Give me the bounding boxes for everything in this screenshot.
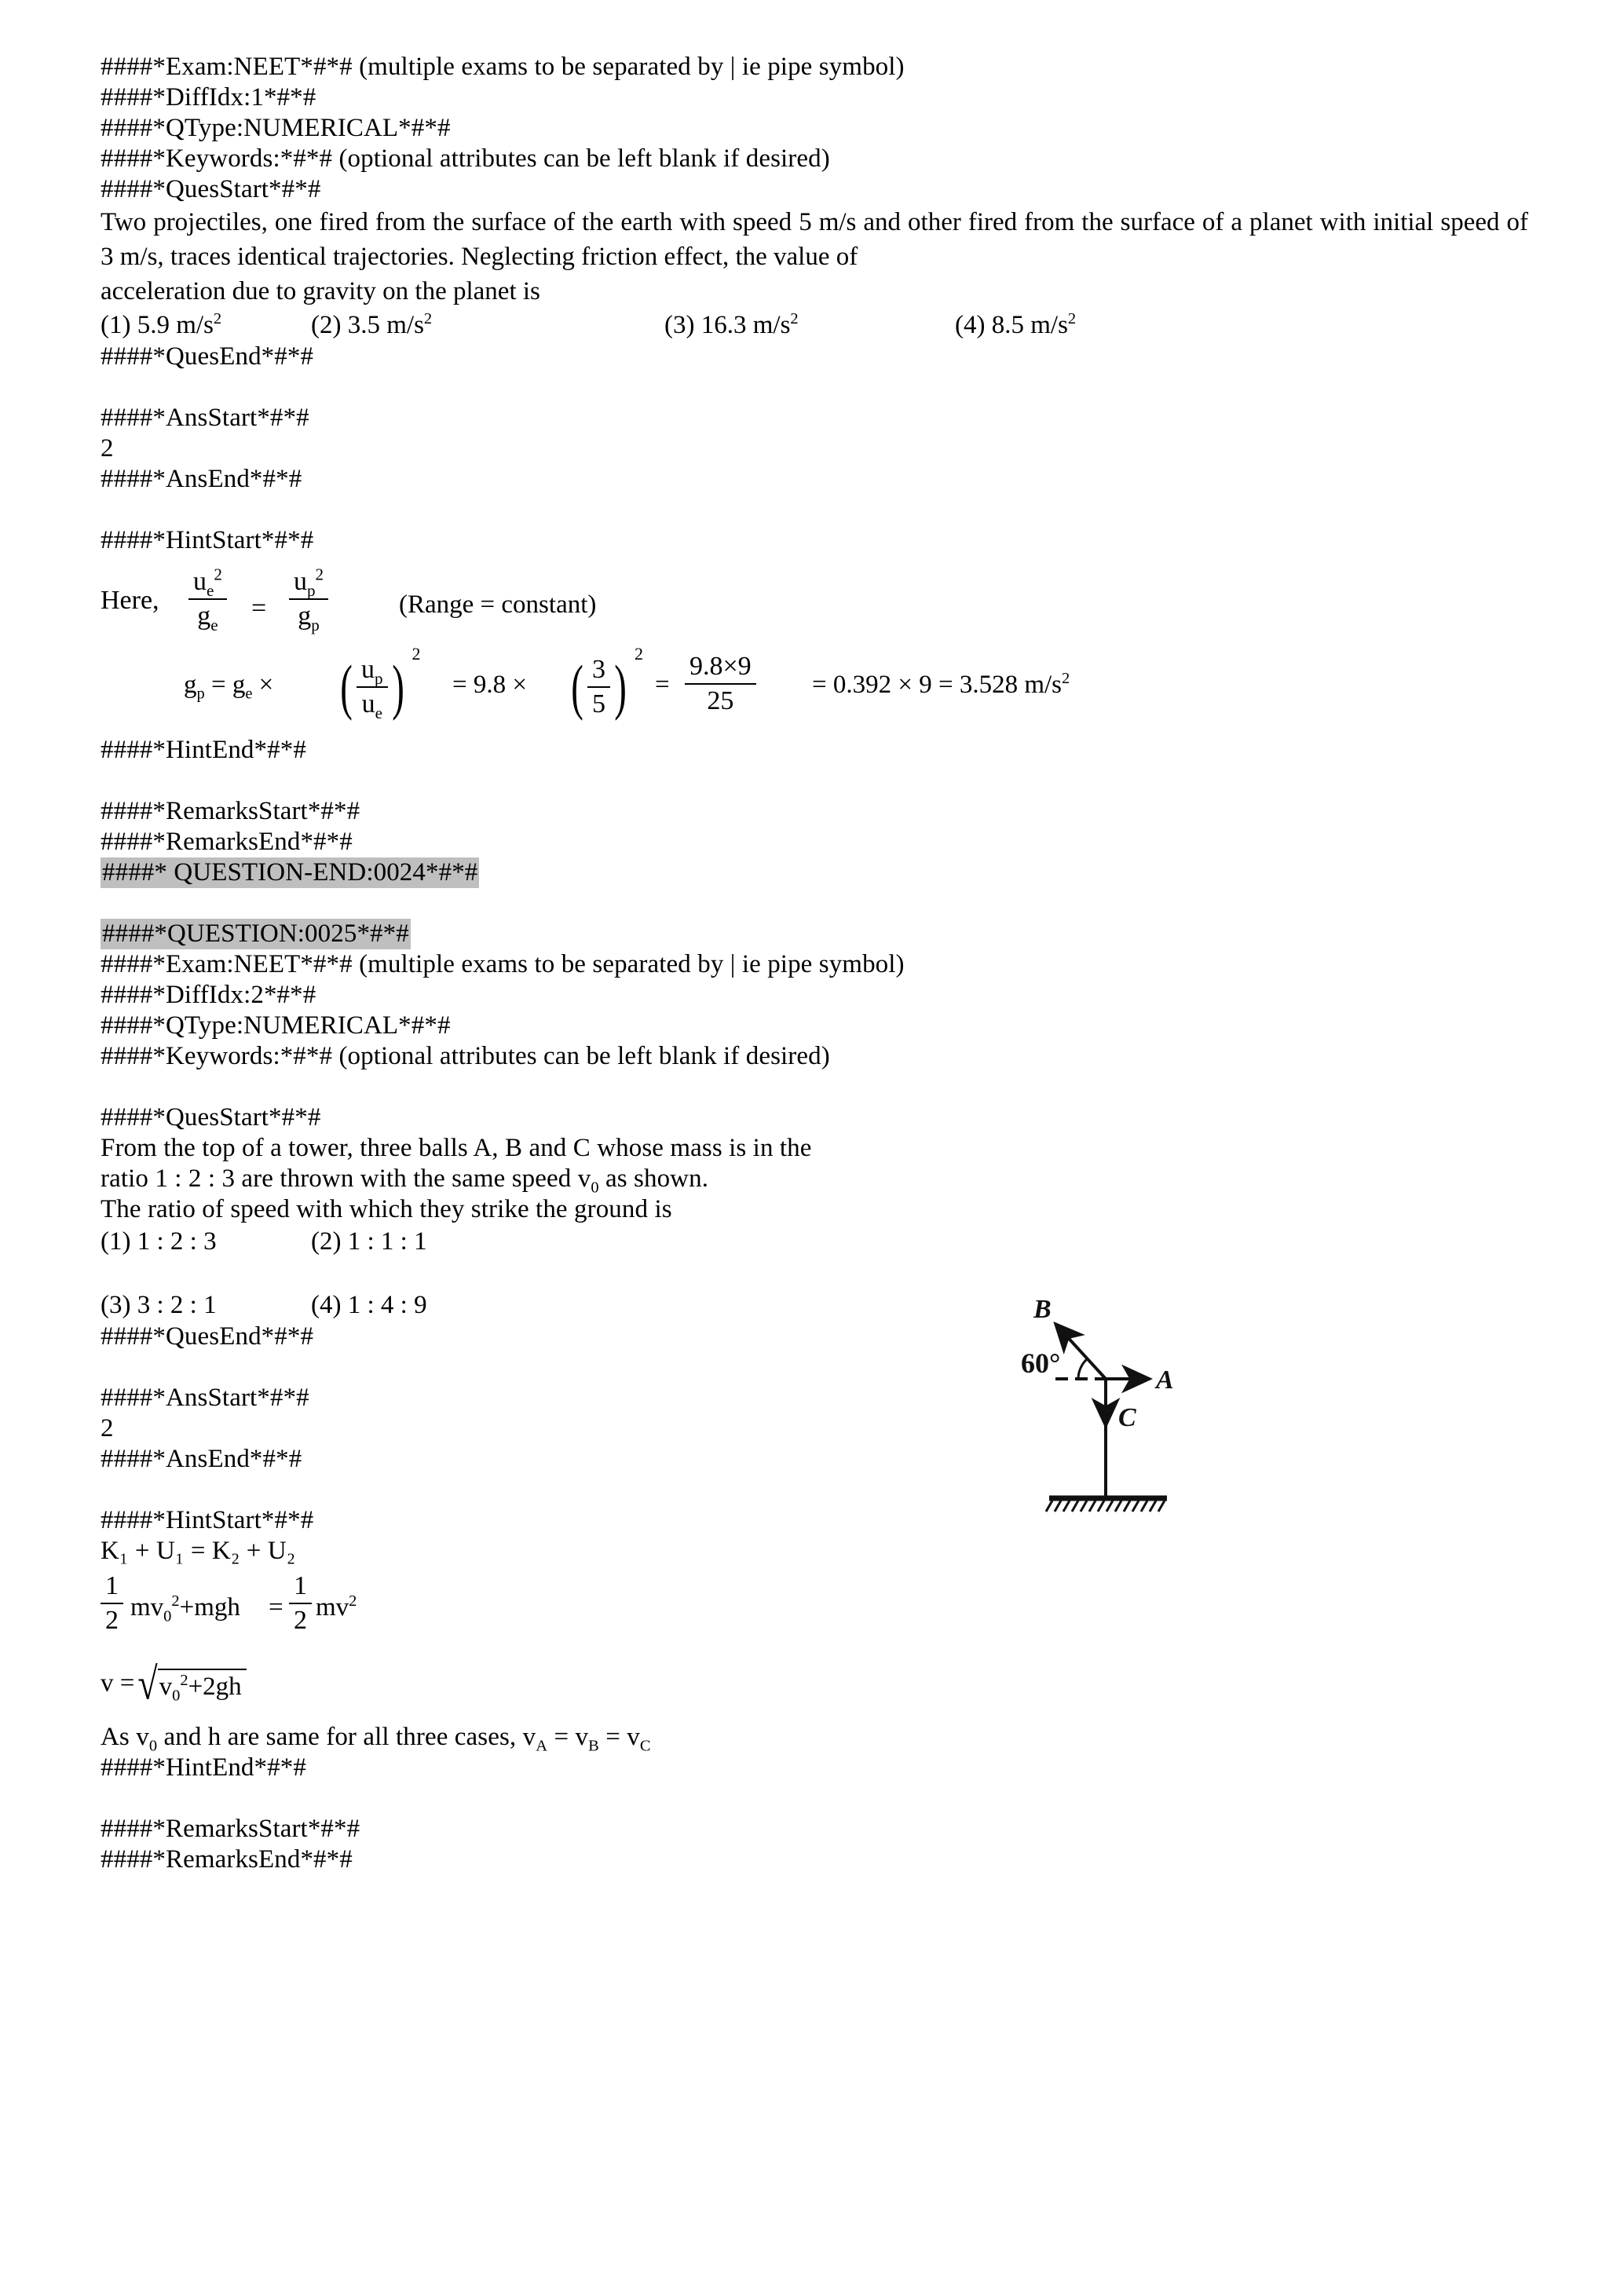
spacer (101, 1783, 1528, 1814)
half-fraction-2 (289, 1571, 312, 1636)
q0025-hintend-line: ####*HintEnd*#*# (101, 1753, 306, 1782)
fraction-numerator: $u_p$ (360, 655, 383, 688)
exponent: 2 (411, 644, 421, 664)
diagram-svg (988, 1263, 1247, 1522)
q0025-hint-energy-equation (101, 1567, 1528, 1659)
q0024-option-3[interactable]: (3) 16.3 $m/s^2$ (664, 310, 799, 339)
label-ball-c: C (1118, 1403, 1136, 1432)
label-ball-b: B (1033, 1295, 1052, 1324)
q0024-option-1[interactable]: (1) 5.9 $m/s^2$ (101, 310, 222, 339)
q0024-quesend-line: ####*QuesEnd*#*# (101, 342, 314, 371)
spacer (101, 766, 1528, 796)
q0025-hint-velocity-equation (101, 1659, 1528, 1722)
q0025-question-start-line (101, 919, 1528, 949)
ratio-up-over-ue-group (336, 644, 421, 722)
q0025-stem-line-3: The ratio of speed with which they strike the ground is (101, 1195, 672, 1223)
left-paren: ( (571, 652, 583, 721)
q0024-remarksstart-line: ####*RemarksStart*#*# (101, 797, 360, 825)
q0024-keywords-line: ####*Keywords:*#*# (optional attributes can be left blank if desired) (101, 144, 830, 173)
fraction-denominator: $u_e$ (361, 689, 382, 722)
fraction-3-over-5 (587, 655, 610, 719)
q0025-ansend-line: ####*AnsEnd*#*# (101, 1445, 302, 1473)
q0025-quesend-line: ####*QuesEnd*#*# (101, 1322, 314, 1351)
fraction-numerator: 1 (294, 1571, 307, 1600)
q0025-stem-line-2: ratio 1 : 2 : 3 are thrown with the same speed $v_0$ as shown. (101, 1164, 709, 1197)
spacer (101, 1072, 1528, 1102)
tower-three-balls-diagram (988, 1263, 1247, 1522)
fraction-numerator: 1 (105, 1571, 119, 1600)
q0025-option-2[interactable]: (2) 1 : 1 : 1 (311, 1227, 427, 1256)
right-paren: ) (614, 652, 627, 721)
q0024-question-stem-last-line: acceleration due to gravity on the planet is (101, 277, 540, 305)
spacer (101, 888, 1528, 919)
q0025-hintstart-line: ####*HintStart*#*# (101, 1506, 314, 1534)
fraction-denominator: 5 (591, 689, 605, 718)
fraction-up-over-ue (357, 655, 388, 722)
gp-eq2: = 9.8 × (452, 671, 527, 699)
left-paren: ( (340, 652, 353, 721)
q0025-energy-conservation-line: K₁ + U₁ = K₂ + U₂ (101, 1537, 296, 1565)
fraction-numerator: $u_p^2$ (294, 565, 324, 600)
q0024-ansend-line: ####*AnsEnd*#*# (101, 465, 302, 493)
q0024-remarksend-line: ####*RemarksEnd*#*# (101, 828, 353, 856)
spacer (101, 1475, 1528, 1505)
q0025-option-4[interactable]: (4) 1 : 4 : 9 (311, 1291, 427, 1319)
q0024-option-4[interactable]: (4) 8.5 $m/s^2$ (955, 310, 1077, 339)
fraction-denominator: 2 (105, 1606, 119, 1635)
radicand: $v_0^2+2gh$ (158, 1669, 247, 1702)
mv0-squared-term: $mv_0^2+mgh$ (130, 1592, 240, 1625)
q0025-ansstart-line: ####*AnsStart*#*# (101, 1384, 309, 1412)
q0024-diffidx-line: ####*DiffIdx:1*#*# (101, 83, 316, 112)
q0024-exam-line: ####*Exam:NEET*#*# (multiple exams to be separated by | ie pipe symbol) (101, 53, 905, 81)
here-label: Here, (101, 586, 159, 615)
spacer (101, 1352, 1528, 1383)
q0025-stem-line-1: From the top of a tower, three balls A, B and C whose mass is in the (101, 1134, 812, 1162)
q0025-options-row-1 (101, 1225, 1528, 1258)
square-root (134, 1658, 246, 1709)
fraction-ue2-over-ge (188, 565, 227, 634)
fraction-98x9-over-25 (685, 652, 756, 716)
q0024-answer-value: 2 (101, 434, 114, 462)
q0025-remarksend-line: ####*RemarksEnd*#*# (101, 1845, 353, 1874)
q0024-hint-formula-gp (101, 644, 1528, 735)
q0024-option-2[interactable]: (2) 3.5 $m/s^2$ (311, 310, 433, 339)
label-ball-a: A (1156, 1366, 1174, 1395)
q0024-quesstart-line: ####*QuesStart*#*# (101, 175, 321, 203)
q0025-quesstart-line: ####*QuesStart*#*# (101, 1103, 321, 1132)
fraction-denominator: 2 (294, 1606, 307, 1635)
half-fraction-1 (101, 1571, 123, 1636)
q0025-keywords-line: ####*Keywords:*#*# (optional attributes can be left blank if desired) (101, 1042, 830, 1070)
gp-lhs: $g_p = g_e$ × (184, 671, 274, 703)
q0024-hintstart-line: ####*HintStart*#*# (101, 526, 314, 554)
fraction-up2-over-gp (289, 565, 328, 634)
q0024-hintend-line: ####*HintEnd*#*# (101, 736, 306, 764)
equals-sign: = (269, 1593, 283, 1621)
q0025-diffidx-line: ####*DiffIdx:2*#*# (101, 981, 316, 1009)
velocity-formula: $v =√v_0^2+2gh$ (101, 1667, 247, 1703)
q0024-hint-formula-ratio (101, 556, 1528, 644)
q0024-question-stem: Two projectiles, one fired from the surface of the earth with speed 5 m/s and other fired from the surface of a planet with initial speed of 3 m/s, traces identical trajectories. Neglecting friction effect, the value of (101, 208, 1528, 271)
exponent: 2 (634, 644, 643, 664)
q0024-qtype-line: ####*QType:NUMERICAL*#*# (101, 114, 451, 142)
q0025-options-row-2 (101, 1289, 1528, 1322)
q0025-option-1[interactable]: (1) 1 : 2 : 3 (101, 1227, 217, 1256)
highlighted-marker: ####*QUESTION:0025*#*# (102, 919, 409, 948)
q0024-question-end-line (101, 857, 1528, 888)
angle-arc (1078, 1358, 1088, 1379)
range-constant-note: (Range = constant) (399, 590, 597, 619)
ground-hatching (1046, 1501, 1165, 1512)
q0024-options-row (101, 309, 1528, 342)
ratio-three-over-five-group (567, 644, 643, 721)
gp-result: = 0.392 × 9 = 3.528 $m/s^2$ (812, 670, 1070, 699)
right-paren: ) (391, 652, 404, 721)
equals-sign: = (251, 594, 267, 623)
document-text-body (101, 52, 1528, 1875)
fraction-numerator: $u_e^2$ (193, 565, 222, 600)
gp-eq3: = (655, 671, 670, 699)
mv-squared-term: $mv^2$ (316, 1592, 357, 1621)
spacer (101, 1258, 1528, 1289)
label-angle-60-degrees: 60° (1021, 1347, 1061, 1379)
fraction-denominator: $g_e$ (197, 601, 218, 634)
fraction-denominator: 25 (707, 686, 734, 715)
radical-sign: √ (137, 1658, 158, 1709)
q0025-answer-value: 2 (101, 1414, 114, 1442)
q0025-qtype-line: ####*QType:NUMERICAL*#*# (101, 1011, 451, 1040)
q0025-remarksstart-line: ####*RemarksStart*#*# (101, 1815, 360, 1843)
q0025-option-3[interactable]: (3) 3 : 2 : 1 (101, 1291, 217, 1319)
spacer (101, 495, 1528, 525)
fraction-denominator: $g_p$ (298, 601, 320, 634)
q0025-exam-line: ####*Exam:NEET*#*# (multiple exams to be separated by | ie pipe symbol) (101, 950, 905, 978)
highlighted-marker: ####* QUESTION-END:0024*#*# (102, 858, 478, 887)
fraction-numerator: 9.8×9 (689, 652, 752, 681)
q0024-ansstart-line: ####*AnsStart*#*# (101, 404, 309, 432)
spacer (101, 372, 1528, 403)
fraction-numerator: 3 (591, 655, 605, 684)
q0025-hint-conclusion: As $v_0$ and h are same for all three cases, $v_A = v_B = v_C$ (101, 1723, 651, 1755)
